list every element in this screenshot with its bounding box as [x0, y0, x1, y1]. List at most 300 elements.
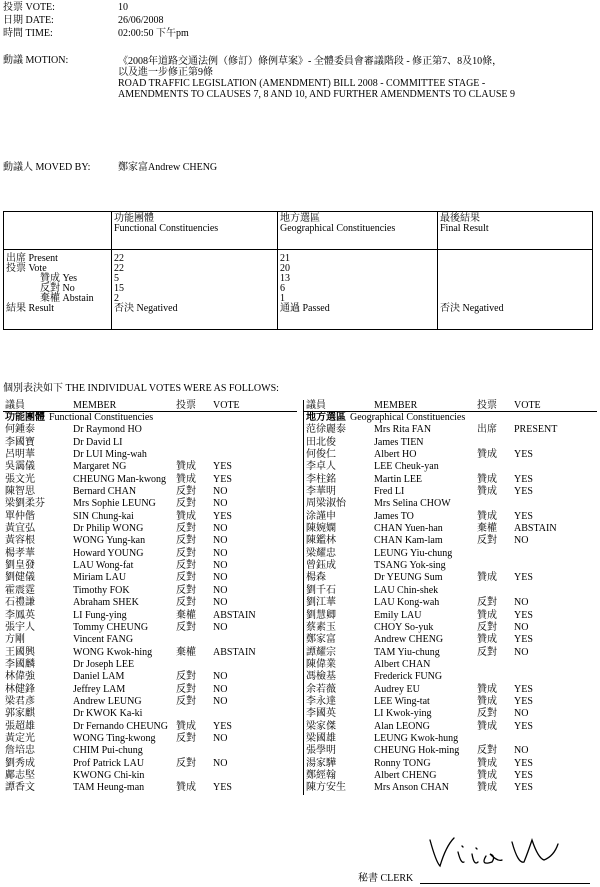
member-row: [304, 647, 597, 659]
yes-label: 贊成 Yes: [40, 273, 78, 284]
vote-zh: 反對: [176, 621, 196, 633]
functional-present: 22: [114, 253, 124, 264]
vote-zh: 反對: [176, 695, 196, 707]
member-name-zh: 何鍾泰: [5, 424, 35, 436]
vote-zh: 贊成: [477, 609, 497, 621]
vote-en: YES: [514, 683, 533, 695]
functional-result: 否決 Negatived: [114, 303, 178, 314]
motion-line: 以及進一步修正第9條: [118, 67, 213, 78]
vote-en: YES: [514, 634, 533, 646]
functional-no: 15: [114, 283, 124, 294]
vote-en: YES: [514, 449, 533, 461]
vote-zh: 反對: [477, 535, 497, 547]
result-label: 結果 Result: [6, 303, 55, 314]
member-name-en: Martin LEE: [374, 473, 423, 485]
vote-zh: 反對: [176, 597, 196, 609]
member-name-en: Audrey EU: [374, 683, 420, 695]
vote-zh: 贊成: [477, 769, 497, 781]
vote-en: YES: [514, 769, 533, 781]
member-row: [3, 733, 297, 745]
member-name-zh: 梁劉柔芬: [5, 498, 45, 510]
member-name-en: Mrs Selina CHOW: [374, 498, 451, 510]
member-row: [304, 721, 597, 733]
vote-zh: 反對: [176, 584, 196, 596]
member-row: [304, 572, 597, 584]
member-name-zh: 劉健儀: [5, 572, 35, 584]
time-label: 時間 TIME:: [3, 28, 53, 39]
member-name-zh: 梁君彥: [5, 695, 35, 707]
member-name-zh: 李鳳英: [5, 609, 35, 621]
member-row: [304, 535, 597, 547]
member-name-zh: 劉千石: [306, 584, 336, 596]
final-header-en: Final Result: [440, 223, 489, 234]
vote-zh: 棄權: [176, 646, 196, 658]
final-result: 否決 Negatived: [440, 303, 504, 314]
member-row: [304, 560, 597, 572]
vote-en: NO: [213, 597, 228, 609]
member-name-zh: 林偉強: [5, 671, 35, 683]
vote-zh: 棄權: [477, 523, 497, 535]
member-name-en: Emily LAU: [374, 609, 422, 621]
member-name-en: CHEUNG Hok-ming: [374, 745, 460, 757]
member-row: [304, 523, 597, 535]
member-name-en: LI Fung-ying: [73, 609, 127, 621]
member-row: [304, 659, 597, 671]
member-row: [3, 511, 297, 523]
member-row: [304, 461, 597, 473]
vote-en: YES: [514, 510, 533, 522]
vote-en: YES: [514, 572, 533, 584]
member-name-zh: 田北俊: [306, 436, 336, 448]
vote-en-header: VOTE: [514, 400, 541, 411]
member-name-zh: 陳婉嫻: [306, 523, 336, 535]
vote-en: NO: [213, 560, 228, 572]
column-header: [3, 400, 297, 412]
member-row: [3, 745, 297, 757]
member-row: [3, 721, 297, 733]
member-row: [3, 437, 297, 449]
member-name-en: Frederick FUNG: [374, 671, 443, 683]
member-row: [304, 610, 597, 622]
member-row: [304, 634, 597, 646]
member-zh-header: 議員: [306, 400, 326, 411]
member-name-zh: 鄭家富: [306, 634, 336, 646]
member-name-zh: 譚香文: [5, 782, 35, 794]
member-name-en: Timothy FOK: [73, 584, 130, 596]
motion-label: 動議 MOTION:: [3, 55, 69, 66]
vote-en: YES: [514, 695, 533, 707]
vote-zh-header: 投票: [477, 400, 497, 411]
member-en-header: MEMBER: [374, 400, 418, 411]
member-row: [304, 424, 597, 436]
member-name-en: Mrs Rita FAN: [374, 424, 432, 436]
member-name-en: CHOY So-yuk: [374, 621, 434, 633]
member-name-zh: 劉皇發: [5, 560, 35, 572]
vote-en: NO: [213, 572, 228, 584]
member-name-zh: 霍震霆: [5, 584, 35, 596]
vote-en: NO: [213, 671, 228, 683]
vote-en: YES: [514, 720, 533, 732]
member-name-en: Andrew LEUNG: [73, 695, 142, 707]
mover-label: 動議人 MOVED BY:: [3, 162, 91, 173]
member-row: [304, 449, 597, 461]
vote-count-label: 投票 Vote: [6, 263, 47, 274]
member-name-en: Mrs Sophie LEUNG: [73, 498, 156, 510]
vote-zh: 反對: [176, 732, 196, 744]
vote-zh: 贊成: [477, 720, 497, 732]
vote-en: NO: [213, 584, 228, 596]
vote-zh-header: 投票: [176, 400, 196, 411]
section-heading: [304, 412, 597, 424]
vote-zh: 反對: [176, 486, 196, 498]
member-name-zh: 何俊仁: [306, 449, 336, 461]
member-row: [3, 610, 297, 622]
member-name-zh: 余若薇: [306, 683, 336, 695]
member-name-zh: 李柱銘: [306, 473, 336, 485]
member-row: [304, 622, 597, 634]
member-row: [304, 782, 597, 794]
member-name-en: Alan LEONG: [374, 720, 430, 732]
vote-zh: 反對: [477, 708, 497, 720]
member-row: [3, 449, 297, 461]
vote-en: YES: [514, 473, 533, 485]
vote-en: ABSTAIN: [213, 646, 256, 658]
vote-zh: 反對: [176, 498, 196, 510]
geographical-values-cell: [278, 250, 438, 330]
member-name-en: Jeffrey LAM: [73, 683, 126, 695]
functional-column: [3, 400, 297, 795]
member-name-en: Albert CHAN: [374, 658, 431, 670]
member-row: [304, 671, 597, 683]
member-row: [3, 474, 297, 486]
section-heading-zh: 功能團體: [5, 412, 45, 423]
member-name-zh: 陳鑑林: [306, 535, 336, 547]
vote-en: NO: [213, 621, 228, 633]
member-name-en: KWONG Chi-kin: [73, 769, 145, 781]
member-name-en: CHEUNG Man-kwong: [73, 473, 167, 485]
vote-zh: 反對: [176, 671, 196, 683]
member-row: [304, 758, 597, 770]
member-name-en: Dr LUI Ming-wah: [73, 449, 147, 461]
member-name-zh: 黃宜弘: [5, 523, 35, 535]
member-name-zh: 馮檢基: [306, 671, 336, 683]
vote-zh: 贊成: [176, 461, 196, 473]
motion-text: [118, 56, 598, 100]
vote-zh: 棄權: [176, 609, 196, 621]
functional-values-cell: [112, 250, 278, 330]
column-header: [304, 400, 597, 412]
geographical-no: 6: [280, 283, 285, 294]
vote-en: NO: [213, 695, 228, 707]
member-row: [3, 770, 297, 782]
member-name-zh: 黃容根: [5, 535, 35, 547]
vote-zh: 反對: [477, 621, 497, 633]
member-name-zh: 蔡素玉: [306, 621, 336, 633]
member-zh-header: 議員: [5, 400, 25, 411]
member-name-en: Andrew CHENG: [374, 634, 444, 646]
member-name-zh: 呂明華: [5, 449, 35, 461]
member-row: [304, 745, 597, 757]
member-name-zh: 郭家麒: [5, 708, 35, 720]
geographical-yes: 13: [280, 273, 290, 284]
date-value: 26/06/2008: [118, 15, 164, 26]
vote-zh: 反對: [176, 683, 196, 695]
geographical-vote: 20: [280, 263, 290, 274]
member-row: [304, 708, 597, 720]
member-row: [3, 696, 297, 708]
functional-vote: 22: [114, 263, 124, 274]
member-name-en: CHIM Pui-chung: [73, 745, 143, 757]
member-name-zh: 李永達: [306, 695, 336, 707]
motion-line: ROAD TRAFFIC LEGISLATION (AMENDMENT) BILL 2008 - COMMITTEE STAGE -: [118, 78, 486, 89]
mover-name: 鄭家富Andrew CHENG: [118, 162, 218, 173]
motion-line: AMENDMENTS TO CLAUSES 7, 8 AND 10, AND FURTHER AMENDMENTS TO CLAUSE 9: [118, 89, 516, 100]
member-row: [3, 758, 297, 770]
member-row: [304, 770, 597, 782]
member-row: [304, 437, 597, 449]
section-heading-en: Geographical Constituencies: [350, 412, 466, 423]
vote-en: NO: [213, 547, 228, 559]
member-name-en: Prof Patrick LAU: [73, 757, 145, 769]
member-name-zh: 劉秀成: [5, 757, 35, 769]
member-name-en: Ronny TONG: [374, 757, 431, 769]
member-name-zh: 梁國雄: [306, 732, 336, 744]
vote-zh: 反對: [176, 535, 196, 547]
member-row: [3, 782, 297, 794]
member-name-zh: 鄺志堅: [5, 769, 35, 781]
member-name-en: Daniel LAM: [73, 671, 125, 683]
final-no: [440, 284, 590, 294]
member-name-zh: 曾鈺成: [306, 560, 336, 572]
member-name-zh: 劉慧卿: [306, 609, 336, 621]
member-row: [3, 647, 297, 659]
vote-number: 10: [118, 2, 128, 13]
result-summary-table: [3, 211, 593, 330]
member-name-zh: 李華明: [306, 486, 336, 498]
vote-en: NO: [213, 486, 228, 498]
final-values-cell: [438, 250, 593, 330]
member-name-en: Vincent FANG: [73, 634, 134, 646]
vote-zh: 贊成: [176, 473, 196, 485]
vote-zh: 反對: [176, 757, 196, 769]
member-name-zh: 梁耀忠: [306, 547, 336, 559]
vote-en-header: VOTE: [213, 400, 240, 411]
vote-en: NO: [213, 732, 228, 744]
member-name-en: Abraham SHEK: [73, 597, 139, 609]
vote-zh: 反對: [176, 560, 196, 572]
member-name-en: Mrs Anson CHAN: [374, 782, 450, 794]
vote-zh: 贊成: [477, 510, 497, 522]
member-name-en: LEUNG Kwok-hung: [374, 732, 459, 744]
vote-en: YES: [514, 486, 533, 498]
member-name-en: Dr Joseph LEE: [73, 658, 135, 670]
functional-header-en: Functional Constituencies: [114, 223, 219, 234]
member-row: [3, 461, 297, 473]
clerk-signature-line: [420, 883, 590, 884]
member-row: [304, 474, 597, 486]
vote-en: YES: [213, 720, 232, 732]
member-name-zh: 梁家傑: [306, 720, 336, 732]
motion-line: 《2008年道路交通法例（修訂）條例草案》- 全體委員會審議階段 - 修正第7、8及10條，: [118, 56, 503, 67]
final-vote: [440, 264, 590, 274]
member-name-zh: 陳偉業: [306, 658, 336, 670]
member-name-zh: 李國麟: [5, 658, 35, 670]
member-name-en: Dr Fernando CHEUNG: [73, 720, 168, 732]
member-name-zh: 張學明: [306, 745, 336, 757]
member-row: [3, 498, 297, 510]
final-header: [438, 212, 593, 250]
member-name-zh: 李國英: [306, 708, 336, 720]
vote-zh: 贊成: [176, 510, 196, 522]
member-row: [3, 585, 297, 597]
vote-en: NO: [514, 646, 529, 658]
member-name-zh: 楊森: [306, 572, 326, 584]
vote-zh: 贊成: [477, 572, 497, 584]
vote-zh: 出席: [477, 424, 497, 436]
member-name-en: James TO: [374, 510, 414, 522]
vote-zh: 贊成: [477, 486, 497, 498]
functional-header: [112, 212, 278, 250]
member-row: [304, 696, 597, 708]
section-heading-zh: 地方選區: [306, 412, 346, 423]
vote-en: NO: [514, 597, 529, 609]
member-name-en: TAM Heung-man: [73, 782, 145, 794]
member-name-en: SIN Chung-kai: [73, 510, 134, 522]
vote-en: NO: [514, 535, 529, 547]
member-name-en: LI Kwok-ying: [374, 708, 432, 720]
vote-en: YES: [213, 510, 232, 522]
vote-en: NO: [514, 745, 529, 757]
vote-zh: 贊成: [477, 634, 497, 646]
member-en-header: MEMBER: [73, 400, 117, 411]
vote-en: ABSTAIN: [514, 523, 557, 535]
member-name-zh: 劉江華: [306, 597, 336, 609]
vote-en: YES: [213, 782, 232, 794]
member-name-zh: 涂謹申: [306, 510, 336, 522]
member-row: [3, 548, 297, 560]
vote-en: YES: [213, 461, 232, 473]
clerk-label: 秘書 CLERK: [358, 873, 414, 884]
vote-en: YES: [514, 609, 533, 621]
member-name-zh: 陳智思: [5, 486, 35, 498]
member-name-en: LEE Cheuk-yan: [374, 461, 439, 473]
member-name-en: Albert HO: [374, 449, 417, 461]
member-name-en: Howard YOUNG: [73, 547, 144, 559]
member-name-zh: 范徐麗泰: [306, 424, 346, 436]
final-header-zh: 最後結果: [440, 213, 480, 224]
member-row: [304, 486, 597, 498]
member-name-en: WONG Yung-kan: [73, 535, 146, 547]
member-name-en: Albert CHENG: [374, 769, 437, 781]
member-name-en: LEE Wing-tat: [374, 695, 430, 707]
member-name-en: Bernard CHAN: [73, 486, 137, 498]
member-name-en: Dr Raymond HO: [73, 424, 142, 436]
member-row: [3, 659, 297, 671]
member-name-en: TSANG Yok-sing: [374, 560, 446, 572]
member-name-en: Fred LI: [374, 486, 405, 498]
member-name-zh: 吳靄儀: [5, 461, 35, 473]
functional-header-zh: 功能團體: [114, 213, 154, 224]
vote-zh: 贊成: [477, 449, 497, 461]
vote-zh: 反對: [176, 572, 196, 584]
member-name-zh: 林健鋒: [5, 683, 35, 695]
member-row: [3, 622, 297, 634]
vote-zh: 反對: [477, 597, 497, 609]
clerk-signature: [428, 832, 568, 874]
member-name-en: CHAN Yuen-han: [374, 523, 443, 535]
vote-zh: 贊成: [477, 695, 497, 707]
vote-en: NO: [213, 683, 228, 695]
member-row: [304, 548, 597, 560]
vote-zh: 贊成: [477, 757, 497, 769]
final-present: [440, 254, 590, 264]
member-name-en: LAU Wong-fat: [73, 560, 134, 572]
member-row: [304, 498, 597, 510]
member-name-en: CHAN Kam-lam: [374, 535, 443, 547]
member-name-en: WONG Kwok-hing: [73, 646, 153, 658]
member-name-zh: 譚耀宗: [306, 646, 336, 658]
vote-zh: 贊成: [176, 720, 196, 732]
member-name-zh: 王國興: [5, 646, 35, 658]
vote-zh: 反對: [176, 547, 196, 559]
vote-en: NO: [213, 757, 228, 769]
vote-zh: 贊成: [477, 473, 497, 485]
member-name-zh: 李卓人: [306, 461, 336, 473]
member-row: [304, 585, 597, 597]
member-name-zh: 詹培忠: [5, 745, 35, 757]
section-heading: [3, 412, 297, 424]
member-row: [3, 560, 297, 572]
abstain-label: 棄權 Abstain: [40, 293, 94, 304]
member-name-en: LAU Chin-shek: [374, 584, 439, 596]
final-yes: [440, 274, 590, 284]
no-label: 反對 No: [40, 283, 75, 294]
member-name-zh: 鄭經翰: [306, 769, 336, 781]
geographical-header: [278, 212, 438, 250]
member-name-en: LEUNG Yiu-chung: [374, 547, 453, 559]
vote-en: PRESENT: [514, 424, 558, 436]
member-name-en: Miriam LAU: [73, 572, 127, 584]
member-name-zh: 石禮謙: [5, 597, 35, 609]
vote-en: YES: [514, 757, 533, 769]
functional-yes: 5: [114, 273, 119, 284]
member-row: [304, 733, 597, 745]
vote-en: NO: [514, 621, 529, 633]
member-row: [3, 708, 297, 720]
member-name-en: LAU Kong-wah: [374, 597, 440, 609]
vote-zh: 贊成: [477, 782, 497, 794]
member-name-zh: 湯家驊: [306, 757, 336, 769]
individual-votes-title: 個別表決如下 THE INDIVIDUAL VOTES WERE AS FOLLOWS:: [3, 383, 279, 394]
member-name-zh: 張宇人: [5, 621, 35, 633]
functional-abstain: 2: [114, 293, 119, 304]
member-name-zh: 楊孝華: [5, 547, 35, 559]
member-row: [3, 597, 297, 609]
vote-zh: 贊成: [176, 782, 196, 794]
row-labels-cell: [4, 250, 112, 330]
vote-zh: 反對: [176, 523, 196, 535]
geographical-header-en: Geographical Constituencies: [280, 223, 396, 234]
member-row: [3, 486, 297, 498]
member-row: [3, 634, 297, 646]
table-corner-cell: [4, 212, 112, 250]
vote-label: 投票 VOTE:: [3, 2, 55, 13]
vote-zh: 贊成: [477, 683, 497, 695]
geographical-column: [303, 400, 597, 795]
member-name-zh: 張文光: [5, 473, 35, 485]
member-name-en: Dr Philip WONG: [73, 523, 144, 535]
member-name-en: TAM Yiu-chung: [374, 646, 440, 658]
